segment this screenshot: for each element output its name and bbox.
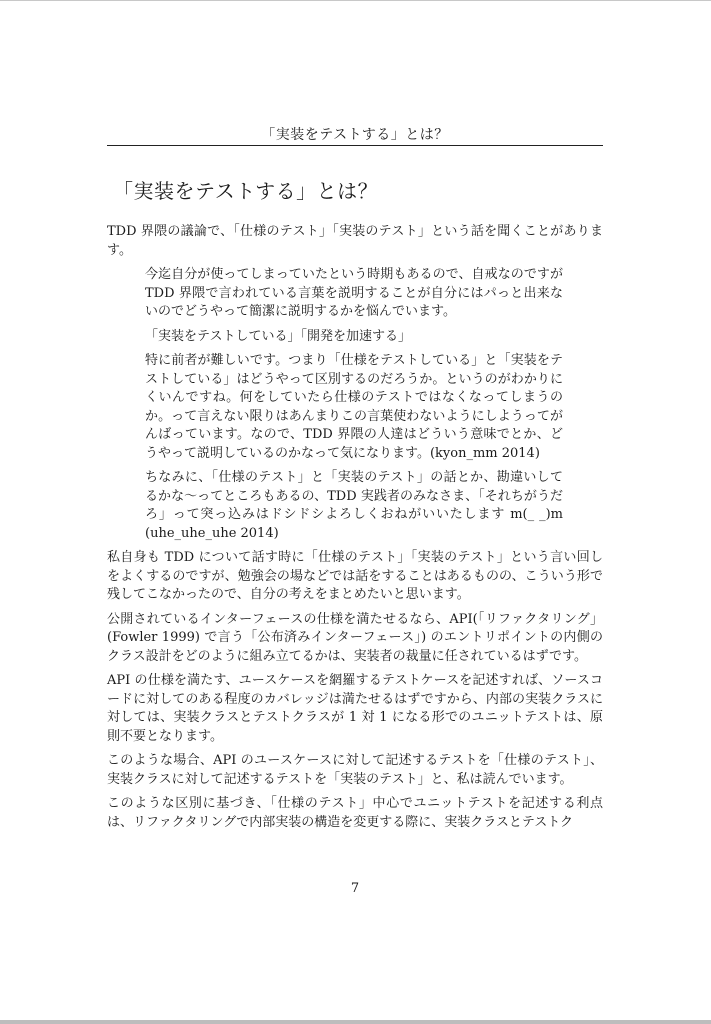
intro-paragraph: TDD 界隈の議論で、「仕様のテスト」「実装のテスト」という話を聞くことがあります。 <box>107 224 603 258</box>
chapter-title: 「実装をテストする」とは？ <box>113 179 379 203</box>
page-number: 7 <box>350 881 360 896</box>
header-rule <box>107 145 603 146</box>
quote-paragraph-2: 「実装をテストしている」「開発を加速する」 <box>145 328 411 344</box>
quote-paragraph-3: 特に前者が難しいです。つまり「仕様をテストしている」と「実装をテストしている」はどうやって区別するのだろうか。というのがわかりにくいんですね。何をしていたら仕様のテストではなくなってしまうのか。って言えない限りはあんまりこの言葉使わないようにしようってがんばっています。なので、TDD 界隈の人達はどういう意味でとか、どうやって説明しているのかなって気になります。(kyon_mm 2014) <box>145 353 563 461</box>
paragraph-4: API の仕様を満たす、ユースケースを網羅するテストケースを記述すれば、ソースコードに対してのある程度のカバレッジは満たせるはずですから、内部の実装クラスに対しては、実装クラスとテストクラスが 1 対 1 になる形でのユニットテストは、原則不要となります。 <box>107 673 603 744</box>
paragraph-3: 公開されているインターフェースの仕様を満たせるなら、API(「リファクタリング」(Fowler 1999) で言う「公布済みインターフェース」) のエントリポイントの内側のクラス設計をどのように組み立てるかは、実装者の裁量に任されているはずです。 <box>107 611 603 664</box>
quote-paragraph-1: 今迄自分が使ってしまっていたという時期もあるので、自戒なのですが TDD 界隈で言われている言葉を説明することが自分にはパっと出来ないのでどうやって簡潔に説明するかを悩んでいます。 <box>145 267 563 319</box>
running-header: 「実装をテストする」とは？ <box>261 127 449 143</box>
paragraph-6: このような区別に基づき、「仕様のテスト」中心でユニットテストを記述する利点は、リファクタリングで内部実装の構造を変更する際に、実装クラスとテストク <box>107 796 603 830</box>
quote-paragraph-4: ちなみに、「仕様のテスト」と「実装のテスト」の話とか、勘違いしてるかな〜ってところもあるの、TDD 実践者のみなさま、「それちがうだろ」って突っ込みはドシドシよろしくおねがいいたします m(_ _)m (uhe_uhe_uhe 2014) <box>145 470 563 541</box>
paragraph-5: このような場合、API のユースケースに対して記述するテストを「仕様のテスト」、実装クラスに対して記述するテストを「実装のテスト」と、私は読んでいます。 <box>107 753 603 787</box>
quote-block <box>107 266 603 543</box>
paragraph-2: 私自身も TDD について話す時に「仕様のテスト」「実装のテスト」という言い回しをよくするのですが、勉強会の場などでは話をすることはあるものの、こういう形で残してこなかったので、自分の考えをまとめたいと思います。 <box>107 550 603 602</box>
body-text <box>107 223 603 838</box>
